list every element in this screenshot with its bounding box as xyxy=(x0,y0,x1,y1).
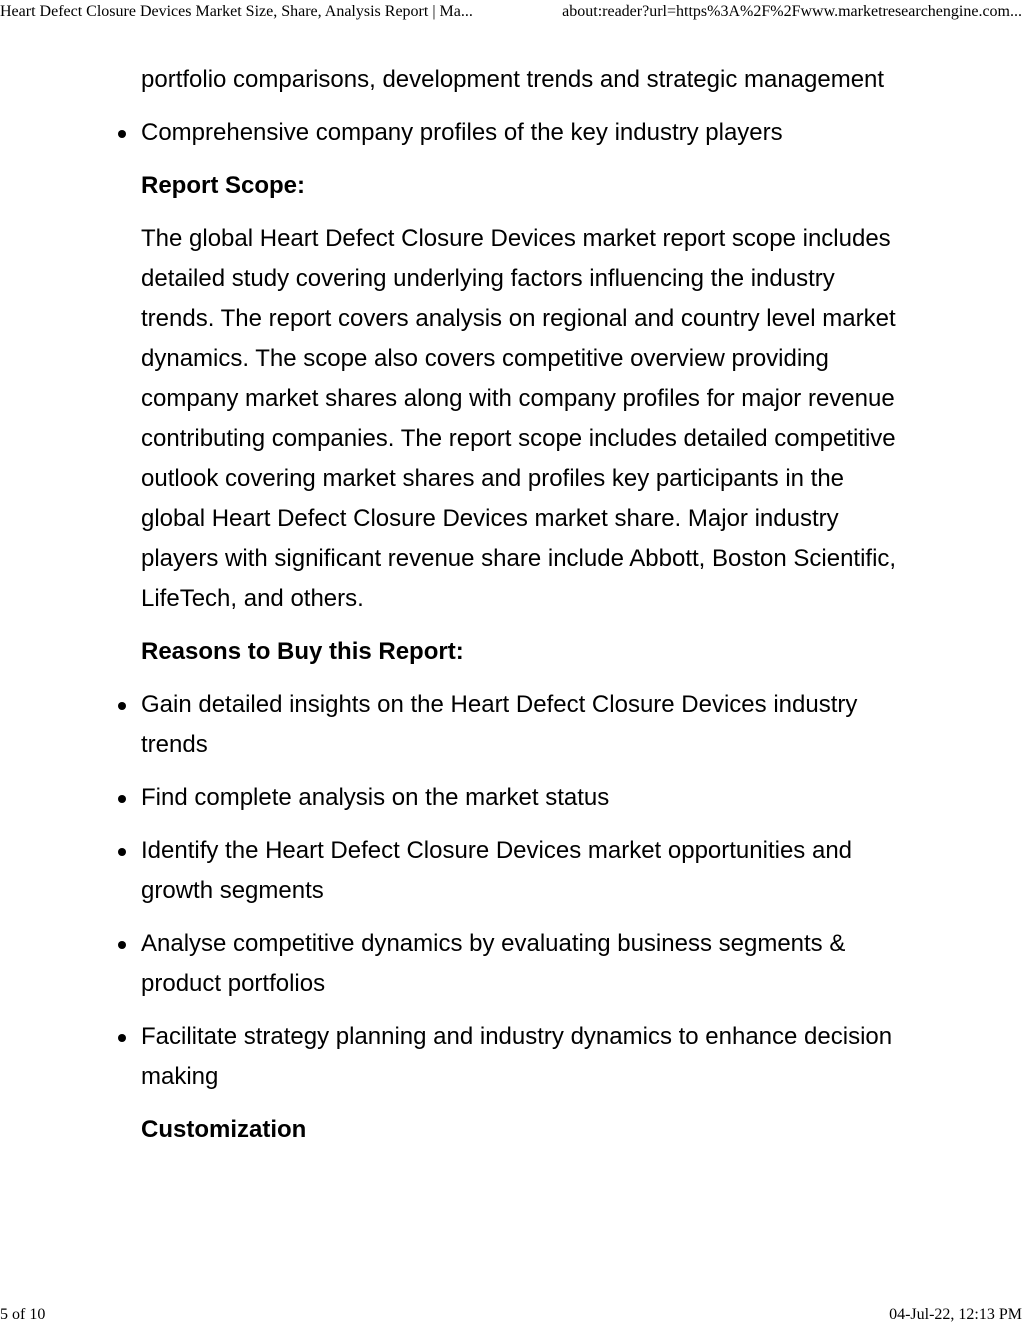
continuation-text: portfolio comparisons, development trends and strategic management xyxy=(141,66,885,93)
bullet-icon xyxy=(118,941,126,949)
list-item xyxy=(141,778,901,818)
bullet-icon xyxy=(118,795,126,803)
report-scope-heading: Report Scope: xyxy=(141,172,306,199)
reasons-heading: Reasons to Buy this Report: xyxy=(141,638,464,665)
page-title: Heart Defect Closure Devices Market Size, Share, Analysis Report | Ma... xyxy=(0,3,473,20)
bullet-list-top xyxy=(141,113,901,153)
list-item-text: Find complete analysis on the market status xyxy=(141,784,610,811)
print-timestamp: 04-Jul-22, 12:13 PM xyxy=(889,1306,1022,1323)
bullet-icon xyxy=(118,702,126,710)
page-number: 5 of 10 xyxy=(0,1306,46,1323)
list-item-text: Gain detailed insights on the Heart Defect Closure Devices industry trends xyxy=(141,691,858,758)
customization-heading: Customization xyxy=(141,1116,307,1143)
article-body xyxy=(141,60,901,1163)
bullet-icon xyxy=(118,130,126,138)
report-scope-paragraph: The global Heart Defect Closure Devices market report scope includes detailed study covering underlying factors influencing the industry trends. The report covers analysis on regional and country level market dynamics. The scope also covers competitive overview providing company market shares along with company profiles for major revenue contributing companies. The report scope includes detailed competitive outlook covering market shares and profiles key participants in the global Heart Defect Closure Devices market share. Major industry players with significant revenue share include Abbott, Boston Scientific, LifeTech, and others. xyxy=(141,225,897,612)
list-item xyxy=(141,1017,901,1097)
page-url: about:reader?url=https%3A%2F%2Fwww.marketresearchengine.com... xyxy=(562,3,1022,20)
list-item xyxy=(141,685,901,765)
list-item-text: Analyse competitive dynamics by evaluating business segments & product portfolios xyxy=(141,930,846,997)
list-item xyxy=(141,113,901,153)
bullet-icon xyxy=(118,848,126,856)
list-item xyxy=(141,831,901,911)
bullet-icon xyxy=(118,1034,126,1042)
list-item-text: Comprehensive company profiles of the key industry players xyxy=(141,119,783,146)
list-item-text: Facilitate strategy planning and industry dynamics to enhance decision making xyxy=(141,1023,893,1090)
reasons-list xyxy=(141,685,901,1097)
list-item-text: Identify the Heart Defect Closure Devices market opportunities and growth segments xyxy=(141,837,853,904)
list-item xyxy=(141,924,901,1004)
